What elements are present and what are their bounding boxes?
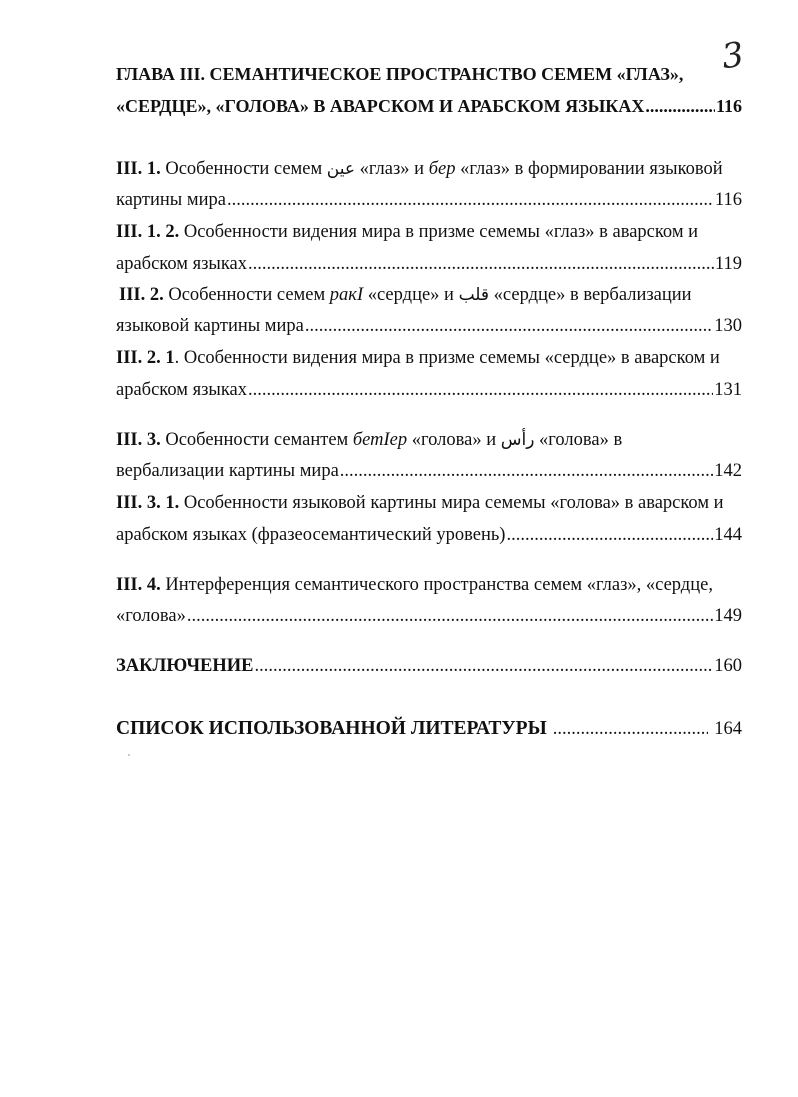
toc-page: 131 (714, 380, 742, 400)
chapter-title-line-2[interactable]: «СЕРДЦЕ», «ГОЛОВА» В АВАРСКОМ И АРАБСКОМ ЯЗЫКАХ ..... 116 (116, 95, 742, 117)
toc-entry-iii-3[interactable]: III. 3. Особенности семантем бетIер «голова» и رأس «голова» в (116, 430, 623, 450)
toc-entry-iii-4-line-2[interactable]: «голова» ..... 149 (116, 605, 742, 627)
toc-entry-iii-1-2-line-2[interactable]: арабском языках ..... 119 (116, 253, 742, 275)
toc-entry-iii-2-1-line-2[interactable]: арабском языках ..... 131 (116, 379, 742, 401)
toc-page: 144 (714, 525, 742, 545)
toc-page: 119 (714, 254, 742, 274)
arabic-word: قلب (458, 285, 490, 305)
toc-page: 116 (714, 190, 742, 210)
toc-entry-iii-3-line-2[interactable]: вербализации картины мира ..... 142 (116, 460, 742, 482)
toc-page: 142 (714, 461, 742, 481)
chapter-page: 116 (715, 96, 742, 116)
toc-entry-iii-3-1-line-2[interactable]: арабском языках (фразеосемантический уровень) ..... 144 (116, 524, 742, 546)
toc-entry-iii-4[interactable]: III. 4. Интерференция семантического пространства семем «глаз», «сердце, (116, 575, 713, 595)
chapter-title-line-1: ГЛАВА III. СЕМАНТИЧЕСКОЕ ПРОСТРАНСТВО СЕМЕМ «ГЛАЗ», (116, 64, 684, 84)
toc-entry-iii-1-2[interactable]: III. 1. 2. Особенности видения мира в призме семемы «глаз» в аварском и (116, 222, 699, 242)
toc-page: 164 (714, 719, 742, 739)
page-number: 3 (719, 34, 747, 78)
toc-page: 160 (714, 656, 742, 676)
toc-entry-iii-1-line-2[interactable]: картины мира ..... 116 (116, 189, 742, 211)
arabic-word: عين (326, 159, 356, 179)
toc-entry-iii-2[interactable]: III. 2. Особенности семем ракI «сердце» и قلب «сердце» в вербализации (119, 285, 692, 305)
toc-entry-iii-1[interactable]: III. 1. Особенности семем عين «глаз» и бер «глаз» в формировании языковой (116, 159, 723, 179)
scan-speck (128, 754, 130, 756)
toc-page: 130 (714, 316, 742, 336)
toc-page: 149 (714, 606, 742, 626)
toc-entry-iii-3-1[interactable]: III. 3. 1. Особенности языковой картины мира семемы «голова» в аварском и (116, 493, 724, 513)
toc-entry-iii-2-line-2[interactable]: языковой картины мира ..... 130 (116, 315, 742, 337)
toc-bibliography[interactable]: СПИСОК ИСПОЛЬЗОВАННОЙ ЛИТЕРАТУРЫ ..... 164 (116, 718, 742, 740)
arabic-word: رأس (500, 430, 535, 450)
toc-conclusion[interactable]: ЗАКЛЮЧЕНИЕ ..... 160 (116, 655, 742, 677)
toc-entry-iii-2-1[interactable]: III. 2. 1. Особенности видения мира в призме семемы «сердце» в аварском и (116, 348, 720, 368)
